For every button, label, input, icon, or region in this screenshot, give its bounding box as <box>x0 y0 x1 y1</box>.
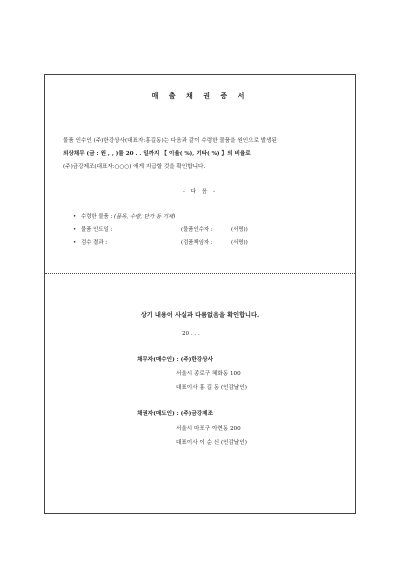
item-label: 물품 인도일 : <box>81 227 113 233</box>
debtor-address: 서울시 종로구 혜화동 100 <box>176 371 241 377</box>
dotted-divider <box>45 273 355 274</box>
list-item-delivery-date <box>73 226 248 234</box>
signature-label: (서명)) <box>231 227 248 233</box>
bullet-icon: • <box>73 214 77 220</box>
debtor-representative: 대표이사 홍 길 동 (인감날인) <box>176 385 247 391</box>
bullet-icon: • <box>73 240 77 246</box>
statement-line-2: 외상채무 (금 : 원 , , )를 20 . . 일까지 【 이율( %), 기타( %) 】의 비율로 <box>63 151 251 157</box>
date-line: 20 . . . <box>182 331 200 337</box>
creditor-address: 서울시 마포구 아현동 200 <box>176 426 241 432</box>
creditor-heading: 채권자(매도인) : (주)금강제조 <box>137 411 213 417</box>
item-value: (품목, 수량, 단가 등 기재) <box>114 214 176 220</box>
list-item-goods <box>73 213 175 221</box>
receiver-label: (물품인수자 : <box>181 227 213 233</box>
list-item-inspection <box>73 239 248 247</box>
document-title: 매 출 채 권 증 서 <box>151 91 249 100</box>
document-frame <box>44 74 356 514</box>
confirmation-statement: 상기 내용이 사실과 다름없음을 확인합니다. <box>140 312 260 319</box>
signature-label: (서명)) <box>231 240 248 246</box>
item-label: 검수 결과 : <box>81 240 108 246</box>
inspector-label: (검품책임자 : <box>181 240 213 246</box>
statement-line-1: 물품 인수인 (주)한강상사(대표자:홍길동)는 다음과 같이 수령한 물품을 원인으로 발생된 <box>63 138 277 144</box>
statement-line-3: (주)금강제조(대표자:○○○) 에게 지급할 것을 확인합니다. <box>63 164 206 170</box>
details-heading: - 다 음 - <box>183 189 217 195</box>
creditor-representative: 대표이사 이 순 신 (인감날인) <box>176 440 247 446</box>
debtor-heading: 채무자(매수인) : (주)한강상사 <box>137 357 213 363</box>
bullet-icon: • <box>73 227 77 233</box>
item-label: 수령한 물품 : <box>81 214 113 220</box>
